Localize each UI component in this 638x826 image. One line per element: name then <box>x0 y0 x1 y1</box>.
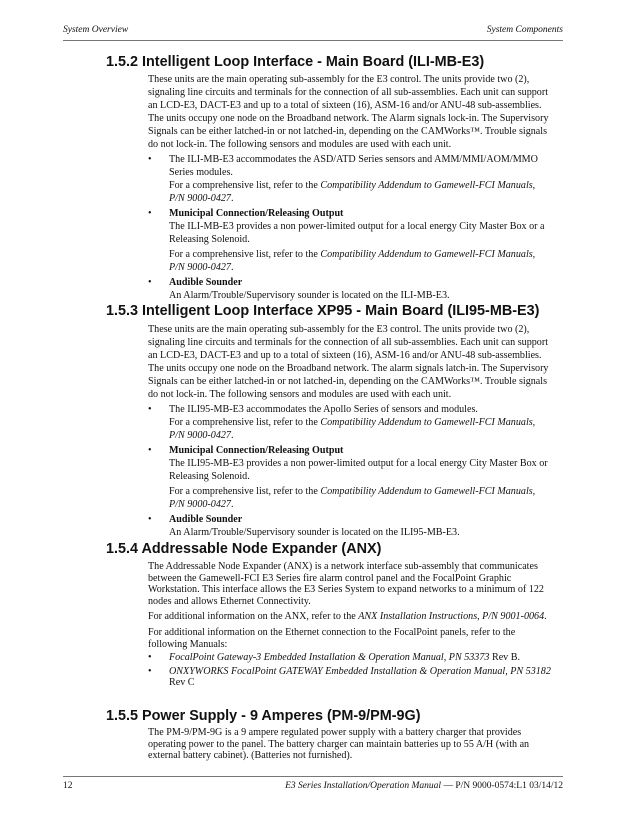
anx-reference: For additional information on the ANX, refer to the ANX Installation Instructions, P/N 9001-0064. <box>148 611 547 623</box>
section-heading-1-5-4: 1.5.4 Addressable Node Expander (ANX) <box>106 541 382 557</box>
section-heading-1-5-2: 1.5.2 Intelligent Loop Interface - Main Board (ILI-MB-E3) <box>106 54 485 70</box>
list-item: • The ILI-MB-E3 accommodates the ASD/ATD Series sensors and AMM/MMI/AOM/MMO Series modules. For a comprehensive list, refer to the Compatibility Addendum to Gamewell-FCI Manuals, P/N 9000-0427. <box>148 154 538 204</box>
bullet-list <box>148 153 568 302</box>
footer-rule <box>63 776 563 777</box>
header-left: System Overview <box>63 25 129 35</box>
list-item: • Municipal Connection/Releasing Output The ILI-MB-E3 provides a non power-limited output for a local energy City Master Box or a Releasing Solenoid. For a comprehensive list, refer to the Compatibility Addendum to Gamewell-FCI Manuals, P/N 9000-0427. <box>148 208 545 273</box>
page-footer <box>63 781 563 795</box>
list-item: • FocalPoint Gateway-3 Embedded Installation & Operation Manual, PN 53373 Rev B. <box>148 652 520 664</box>
list-item: • The ILI95-MB-E3 accommodates the Apollo Series of sensors and modules. For a comprehensive list, refer to the Compatibility Addendum to Gamewell-FCI Manuals, P/N 9000-0427. <box>148 404 536 441</box>
header-rule <box>63 40 563 41</box>
ethernet-reference: For additional information on the Ethernet connection to the FocalPoint panels, refer to the following Manuals: <box>148 626 516 650</box>
section-body-1-5-4 <box>148 561 568 689</box>
manual-list <box>148 652 568 689</box>
list-item: • Municipal Connection/Releasing Output The ILI95-MB-E3 provides a non power-limited output for a local energy City Master Box or Releasing Solenoid. For a comprehensive list, refer to the Compatibility Addendum to Gamewell-FCI Manuals, P/N 9000-0427. <box>148 445 548 510</box>
list-item: • ONXYWORKS FocalPoint GATEWAY Embedded Installation & Operation Manual, PN 53182 Rev C <box>148 665 551 689</box>
header-right: System Components <box>486 25 563 35</box>
section-body-1-5-5 <box>148 727 568 762</box>
section-body-1-5-3 <box>148 323 568 539</box>
page-number: 12 <box>63 781 73 791</box>
intro-paragraph: The PM-9/PM-9G is a 9 ampere regulated power supply with a battery charger that provides operating power to the panel. The battery charger can maintain batteries up to 55 A/H (with an external battery cabinet). (Batteries not furnished). <box>148 727 530 762</box>
section-body-1-5-2 <box>148 73 568 302</box>
section-heading-1-5-3: 1.5.3 Intelligent Loop Interface XP95 - Main Board (ILI95-MB-E3) <box>106 303 540 319</box>
intro-paragraph: These units are the main operating sub-assembly for the E3 control. The units provide two (2), signaling line circuits and terminals for the connection of all sub-assemblies. Each unit can support an LCD-E3, DACT-E3 and up to a total of sixteen (16), ASM-16 and/or ANU-48 sub-assemblies. The units occupy one node on the Broadband network. The alarm signals latch-in. The Supervisory Signals can be either latched-in or not latched-in, depending on the CAMWorks™. Trouble signals do not lock-in. The following sensors and modules are used with each unit. <box>148 324 549 400</box>
document-id: E3 Series Installation/Operation Manual — P/N 9000-0574:L1 03/14/12 <box>285 781 563 791</box>
intro-paragraph: These units are the main operating sub-assembly for the E3 control. The units provide two (2), signaling line circuits and terminals for the connection of all sub-assemblies. Each unit can support an LCD-E3, DACT-E3 and up to a total of sixteen (16), ASM-16 and/or ANU-48 sub-assemblies. The units occupy one node on the Broadband network. The Alarm signals lock-in. The Supervisory Signals can be either latched-in or not latched-in, depending on the CAMWorks™. Trouble signals do not lock-in. The following sensors and modules are used with each unit. <box>148 74 549 150</box>
intro-paragraph: The Addressable Node Expander (ANX) is a network interface sub-assembly that communicates between the Gamewell-FCI E3 Series fire alarm control panel and the FocalPoint Graphic Workstation. This interface allows the E3 Series System to expand networks to a minimum of 122 nodes and allows Ethernet Connectivity. <box>148 561 544 607</box>
list-item: • Audible Sounder An Alarm/Trouble/Supervisory sounder is located on the ILI95-MB-E3. <box>148 514 460 538</box>
list-item: • Audible Sounder An Alarm/Trouble/Supervisory sounder is located on the ILI-MB-E3. <box>148 277 450 301</box>
bullet-list <box>148 403 568 539</box>
section-heading-1-5-5: 1.5.5 Power Supply - 9 Amperes (PM-9/PM-9G) <box>106 708 421 724</box>
page-header <box>63 25 563 39</box>
